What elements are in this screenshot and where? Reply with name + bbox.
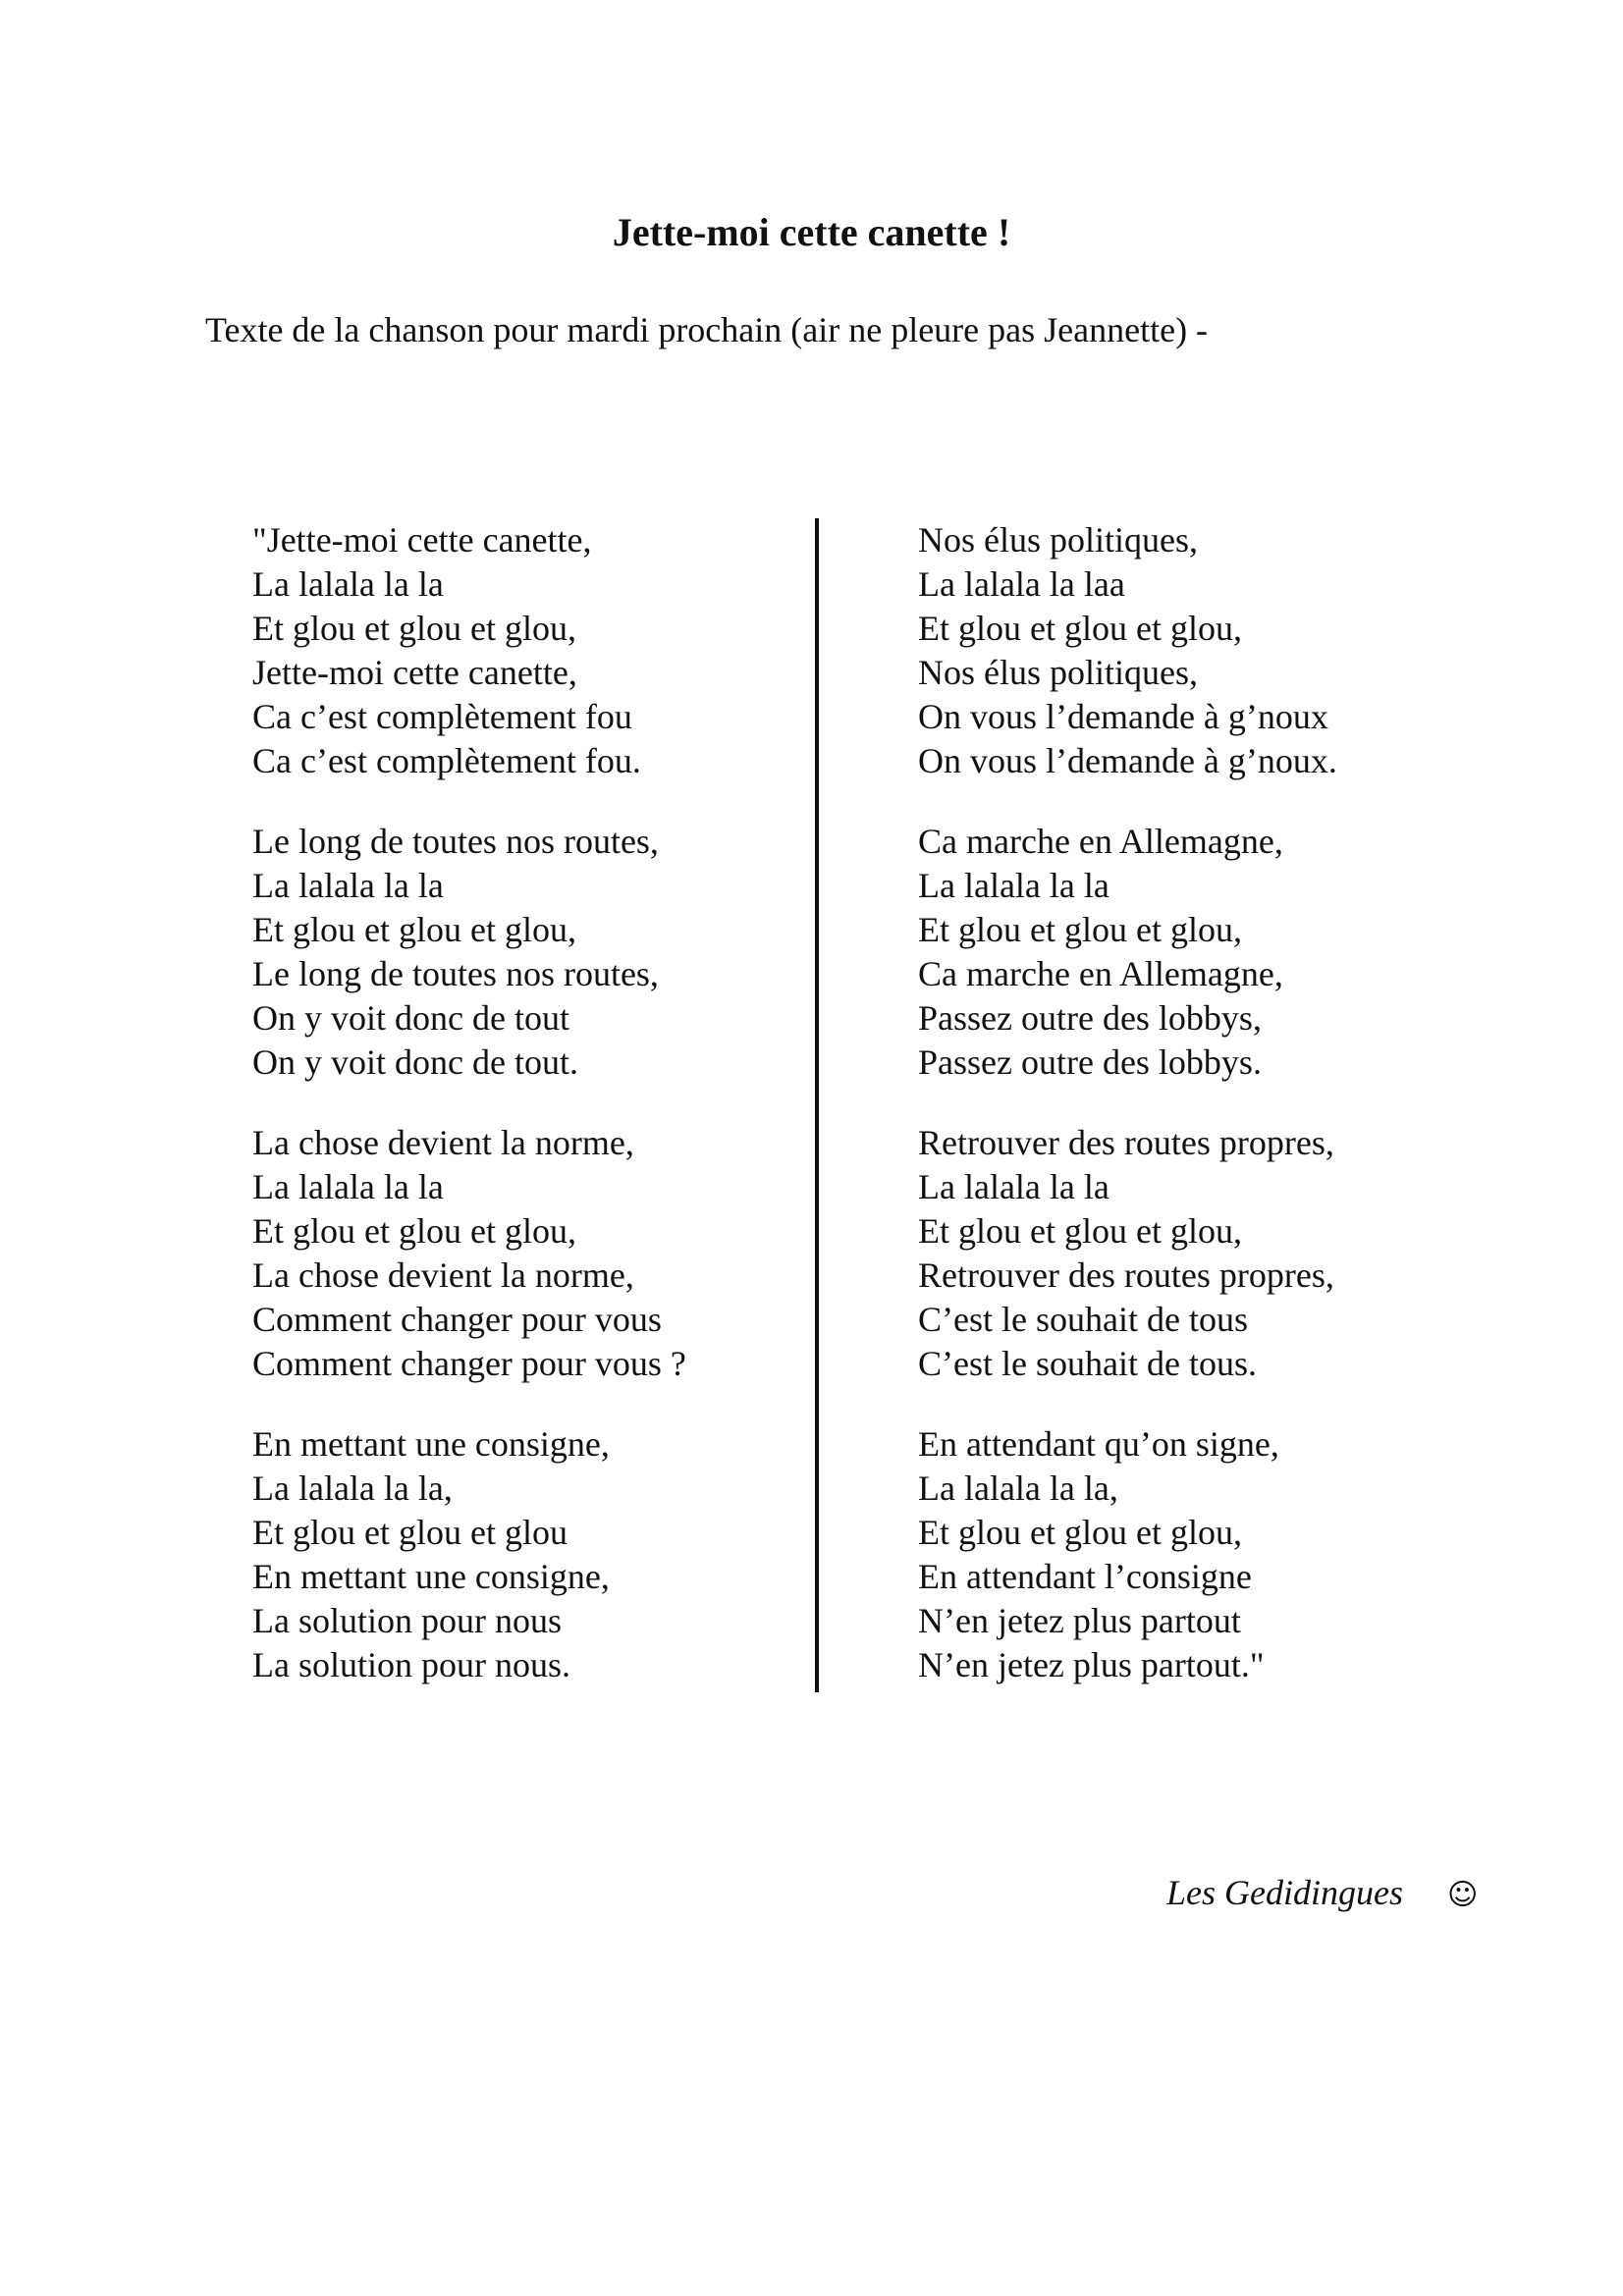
lyric-line: La lalala la la (252, 1167, 444, 1206)
lyric-line: Le long de toutes nos routes, (252, 822, 659, 861)
lyric-line: Jette-moi cette canette, (252, 653, 577, 692)
lyric-line: Et glou et glou et glou (252, 1513, 568, 1552)
lyric-line: La chose devient la norme, (252, 1123, 634, 1162)
lyric-line: En mettant une consigne, (252, 1557, 610, 1596)
lyric-line: Nos élus politiques, (918, 653, 1198, 692)
lyric-line: Et glou et glou et glou, (252, 910, 576, 949)
lyric-line: Ca c’est complètement fou (252, 697, 632, 736)
lyric-line: Et glou et glou et glou, (252, 1211, 576, 1251)
stanza (252, 1422, 686, 1687)
stanza (252, 1121, 686, 1386)
lyric-line: La lalala la la (252, 564, 444, 604)
lyric-line: "Jette-moi cette canette, (252, 520, 592, 560)
lyric-line: Ca marche en Allemagne, (918, 822, 1283, 861)
lyric-line: En attendant l’consigne (918, 1557, 1252, 1596)
lyric-line: Comment changer pour vous (252, 1300, 662, 1339)
lyric-line: Et glou et glou et glou, (918, 910, 1242, 949)
lyric-line: On y voit donc de tout (252, 998, 569, 1038)
stanza (918, 1121, 1337, 1386)
lyric-line: N’en jetez plus partout." (918, 1645, 1265, 1684)
lyric-line: En attendant qu’on signe, (918, 1424, 1279, 1464)
lyric-line: Ca marche en Allemagne, (918, 954, 1283, 993)
lyric-line: Nos élus politiques, (918, 520, 1198, 560)
lyric-line: La solution pour nous (252, 1601, 562, 1640)
lyric-line: Retrouver des routes propres, (918, 1123, 1334, 1162)
lyric-line: Et glou et glou et glou, (252, 609, 576, 648)
lyric-line: La chose devient la norme, (252, 1255, 634, 1295)
lyric-line: On vous l’demande à g’noux. (918, 741, 1337, 780)
stanza (252, 518, 686, 783)
lyric-line: On vous l’demande à g’noux (918, 697, 1328, 736)
lyric-line: La lalala la la (918, 1167, 1109, 1206)
stanza (918, 1422, 1337, 1687)
page-title: Jette-moi cette canette ! (612, 210, 1011, 254)
lyric-line: Passez outre des lobbys, (918, 998, 1262, 1038)
lyric-line: La lalala la la (252, 866, 444, 905)
lyric-line: Comment changer pour vous ? (252, 1344, 686, 1383)
lyric-line: La lalala la la, (252, 1468, 453, 1508)
smiley-icon: ☺ (1447, 1878, 1479, 1912)
lyric-line: C’est le souhait de tous. (918, 1344, 1257, 1383)
subtitle: Texte de la chanson pour mardi prochain (air ne pleure pas Jeannette) - (205, 310, 1209, 349)
right-column (918, 518, 1337, 1724)
stanza (918, 518, 1337, 783)
lyric-line: La lalala la laa (918, 564, 1125, 604)
lyric-line: La solution pour nous. (252, 1645, 570, 1684)
lyric-line: La lalala la la (918, 866, 1109, 905)
lyric-line: N’en jetez plus partout (918, 1601, 1241, 1640)
left-column (252, 518, 686, 1724)
lyric-line: Retrouver des routes propres, (918, 1255, 1334, 1295)
lyric-line: Le long de toutes nos routes, (252, 954, 659, 993)
signature: Les Gedidingues (1166, 1873, 1403, 1912)
lyric-line: Passez outre des lobbys. (918, 1042, 1262, 1082)
lyric-line: Et glou et glou et glou, (918, 1211, 1242, 1251)
lyric-line: Et glou et glou et glou, (918, 1513, 1242, 1552)
lyric-line: La lalala la la, (918, 1468, 1118, 1508)
stanza (252, 820, 686, 1085)
column-divider (815, 518, 819, 1692)
lyric-line: En mettant une consigne, (252, 1424, 610, 1464)
lyric-line: Ca c’est complètement fou. (252, 741, 641, 780)
stanza (918, 820, 1337, 1085)
lyric-line: Et glou et glou et glou, (918, 609, 1242, 648)
lyric-line: C’est le souhait de tous (918, 1300, 1248, 1339)
lyric-line: On y voit donc de tout. (252, 1042, 578, 1082)
